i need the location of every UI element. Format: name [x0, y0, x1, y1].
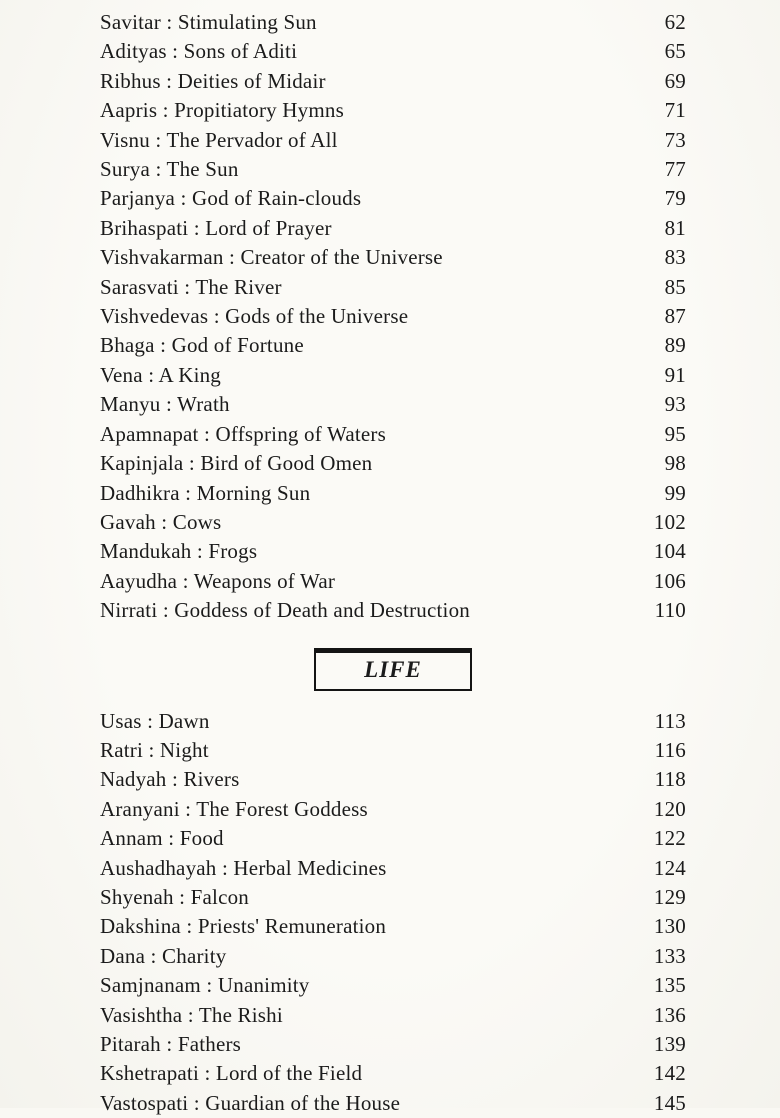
toc-entry [100, 883, 686, 912]
toc-section-pre-life [100, 8, 686, 626]
toc-entry-title: Mandukah : Frogs [100, 539, 258, 564]
toc-entry-page-number: 129 [653, 884, 686, 909]
toc-entry [100, 765, 686, 794]
toc-entry-page-number: 71 [664, 98, 686, 123]
toc-entry-title: Dadhikra : Morning Sun [100, 480, 311, 505]
toc-entry-page-number: 79 [664, 186, 686, 211]
toc-entry [100, 537, 686, 566]
toc-entry-title: Annam : Food [100, 826, 224, 851]
toc-entry-title: Brihaspati : Lord of Prayer [100, 215, 332, 240]
toc-entry-title: Bhaga : God of Fortune [100, 333, 304, 358]
toc-entry-page-number: 93 [664, 392, 686, 417]
toc-entry-title: Samjnanam : Unanimity [100, 973, 310, 998]
toc-entry-title: Ratri : Night [100, 737, 209, 762]
toc-entry-title: Savitar : Stimulating Sun [100, 10, 317, 34]
toc-entry-title: Vishvedevas : Gods of the Universe [100, 304, 409, 329]
toc-entry [100, 184, 686, 213]
toc-entry [100, 214, 686, 243]
toc-entry-title: Manyu : Wrath [100, 392, 230, 417]
toc-entry-page-number: 106 [653, 568, 686, 593]
toc-entry-page-number: 77 [664, 157, 686, 182]
toc-entry-page-number: 118 [654, 767, 686, 792]
toc-entry-page-number: 130 [653, 914, 686, 939]
toc-entry [100, 331, 686, 360]
toc-entry-page-number: 69 [664, 68, 686, 93]
toc-entry-page-number: 120 [653, 796, 686, 821]
toc-entry [100, 96, 686, 125]
toc-entry-title: Vasishtha : The Rishi [100, 1002, 283, 1027]
toc-entry [100, 67, 686, 96]
toc-entry-title: Adityas : Sons of Aditi [100, 39, 298, 64]
toc-entry-title: Shyenah : Falcon [100, 884, 250, 909]
toc-entry-page-number: 83 [664, 245, 686, 270]
toc-entry-page-number: 110 [654, 598, 686, 623]
toc-entry [100, 155, 686, 184]
toc-entry-title: Visnu : The Pervador of All [100, 127, 338, 152]
toc-entry [100, 942, 686, 971]
toc-entry-title: Aushadhayah : Herbal Medicines [100, 855, 387, 880]
toc-entry [100, 449, 686, 478]
toc-entry-title: Ribhus : Deities of Midair [100, 68, 326, 93]
toc-entry-title: Kapinjala : Bird of Good Omen [100, 451, 373, 476]
toc-entry-page-number: 91 [664, 362, 686, 387]
toc-entry [100, 8, 686, 37]
toc-entry [100, 567, 686, 596]
toc-entry [100, 508, 686, 537]
toc-entry [100, 390, 686, 419]
section-header-life-box [314, 648, 472, 691]
toc-entry-title: Vena : A King [100, 362, 222, 387]
toc-entry-page-number: 102 [653, 509, 686, 534]
toc-entry-page-number: 116 [654, 737, 686, 762]
toc-entry-title: Kshetrapati : Lord of the Field [100, 1061, 363, 1086]
toc-entry [100, 707, 686, 736]
toc-entry-title: Aapris : Propitiatory Hymns [100, 98, 344, 123]
toc-entry-title: Gavah : Cows [100, 509, 222, 534]
toc-entry [100, 1030, 686, 1059]
toc-entry-page-number: 65 [664, 39, 686, 64]
section-header-label: LIFE [364, 656, 422, 682]
toc-entry [100, 302, 686, 331]
toc-entry-page-number: 142 [653, 1061, 686, 1086]
toc-entry-page-number: 87 [664, 304, 686, 329]
toc-entry [100, 736, 686, 765]
toc-entry-title: Nadyah : Rivers [100, 767, 240, 792]
toc-entry [100, 1059, 686, 1088]
toc-entry-title: Nirrati : Goddess of Death and Destruction [100, 598, 470, 623]
toc-entry-page-number: 95 [664, 421, 686, 446]
toc-entry-page-number: 113 [654, 708, 686, 733]
toc-entry [100, 479, 686, 508]
toc-entry [100, 37, 686, 66]
toc-entry-page-number: 85 [664, 274, 686, 299]
toc-entry-title: Sarasvati : The River [100, 274, 282, 299]
toc-entry-page-number: 133 [653, 943, 686, 968]
toc-entry [100, 420, 686, 449]
toc-entry [100, 854, 686, 883]
toc-entry-title: Aranyani : The Forest Goddess [100, 796, 368, 821]
toc-entry-title: Parjanya : God of Rain-clouds [100, 186, 362, 211]
toc-entry [100, 795, 686, 824]
toc-section-life [100, 707, 686, 1118]
toc-entry [100, 596, 686, 625]
toc-entry-page-number: 99 [664, 480, 686, 505]
toc-entry-page-number: 135 [653, 973, 686, 998]
toc-entry-page-number: 89 [664, 333, 686, 358]
toc-entry [100, 824, 686, 853]
section-header-wrap [100, 648, 686, 691]
toc-entry-title: Apamnapat : Offspring of Waters [100, 421, 386, 446]
toc-entry-title: Vishvakarman : Creator of the Universe [100, 245, 443, 270]
toc-entry-page-number: 122 [653, 826, 686, 851]
toc-entry [100, 971, 686, 1000]
toc-entry [100, 126, 686, 155]
toc-entry-title: Usas : Dawn [100, 708, 210, 733]
toc-entry-title: Vastospati : Guardian of the House [100, 1090, 401, 1115]
toc-entry [100, 273, 686, 302]
toc-entry-page-number: 124 [653, 855, 686, 880]
toc-entry-title: Dana : Charity [100, 943, 227, 968]
toc-entry-page-number: 139 [653, 1032, 686, 1056]
toc-entry-title: Surya : The Sun [100, 157, 239, 182]
toc-entry-page-number: 81 [664, 215, 686, 240]
toc-entry-page-number: 98 [664, 451, 686, 476]
toc-entry [100, 1001, 686, 1030]
toc-entry-page-number: 145 [653, 1090, 686, 1115]
toc-entry-title: Pitarah : Fathers [100, 1032, 242, 1056]
toc-entry [100, 361, 686, 390]
toc-entry [100, 243, 686, 272]
toc-entry-page-number: 62 [664, 10, 686, 34]
toc-entry-page-number: 73 [664, 127, 686, 152]
toc-entry [100, 912, 686, 941]
toc-entry-title: Aayudha : Weapons of War [100, 568, 336, 593]
toc-entry-title: Dakshina : Priests' Remuneration [100, 914, 387, 939]
toc-entry [100, 1089, 686, 1118]
toc-entry-page-number: 104 [653, 539, 686, 564]
toc-entry-page-number: 136 [653, 1002, 686, 1027]
